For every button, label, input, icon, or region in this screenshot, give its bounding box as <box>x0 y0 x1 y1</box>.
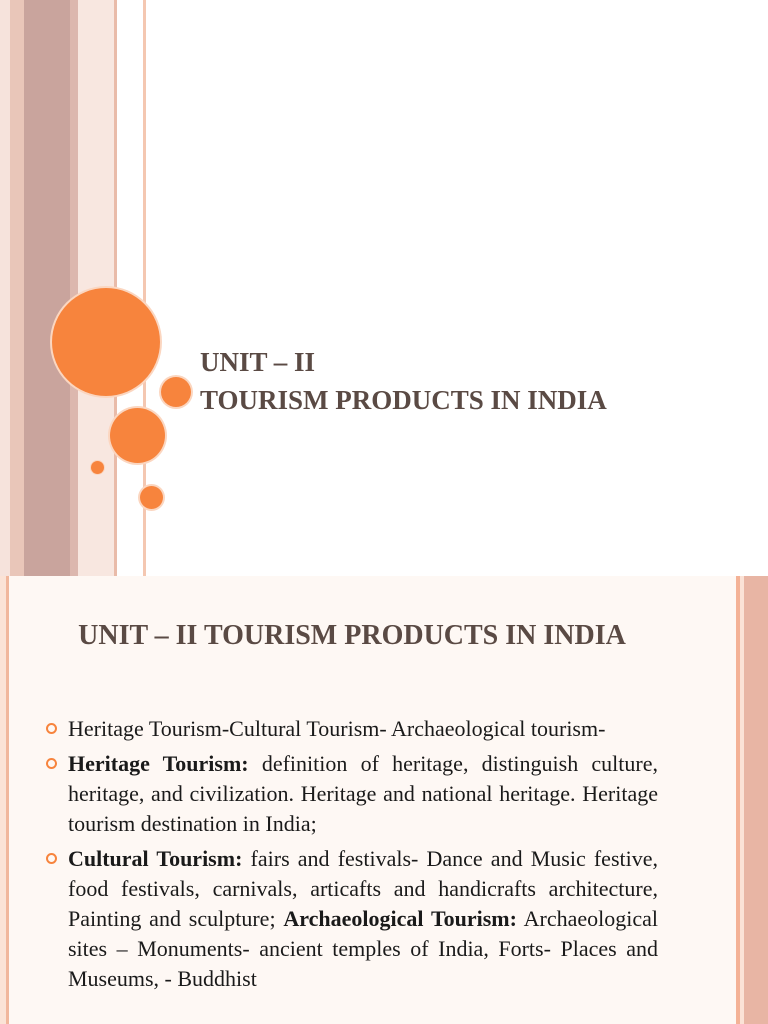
bullet-icon <box>46 723 57 734</box>
slide-title: UNIT – II TOURISM PRODUCTS IN INDIA <box>78 620 626 651</box>
decorative-stripe <box>0 0 10 576</box>
list-item <box>44 749 658 839</box>
decorative-stripe <box>744 576 768 1024</box>
bullet-icon <box>46 758 57 769</box>
bullet-text: definition of heritage, distinguish culture, heritage, and civilization. Heritage and national heritage. Heritage tourism destination in India; <box>68 751 658 836</box>
decorative-stripe <box>70 0 78 576</box>
decorative-circle-large <box>52 288 160 396</box>
decorative-stripe <box>10 0 24 576</box>
decorative-stripe <box>6 576 9 1024</box>
decorative-circle <box>91 461 104 474</box>
decorative-circle <box>161 377 191 407</box>
bullet-heading: Archaeological Tourism: <box>283 906 517 931</box>
bullet-text: fairs and festivals- Dance and Music festive, food festivals, carnivals, articafts and handicrafts architecture, Painting and sculpture; <box>68 846 658 931</box>
bullet-heading: Heritage Tourism: <box>68 751 249 776</box>
slide-title <box>200 343 607 419</box>
bullet-list <box>44 714 658 999</box>
title-line-2: TOURISM PRODUCTS IN INDIA <box>200 385 607 415</box>
decorative-circle <box>110 408 165 463</box>
content-slide <box>0 576 768 1024</box>
decorative-stripe <box>24 0 70 576</box>
list-item <box>44 844 658 994</box>
list-item <box>44 714 658 744</box>
bullet-text: Archaeological sites – Monuments- ancient temples of India, Forts- Places and Museums, - Buddhist <box>68 906 658 991</box>
title-line-1: UNIT – II <box>200 347 316 377</box>
bullet-text: Heritage Tourism-Cultural Tourism- Archaeological tourism- <box>68 716 606 741</box>
bullet-heading: Cultural Tourism: <box>68 846 243 871</box>
bullet-icon <box>46 853 57 864</box>
decorative-circle <box>140 486 163 509</box>
